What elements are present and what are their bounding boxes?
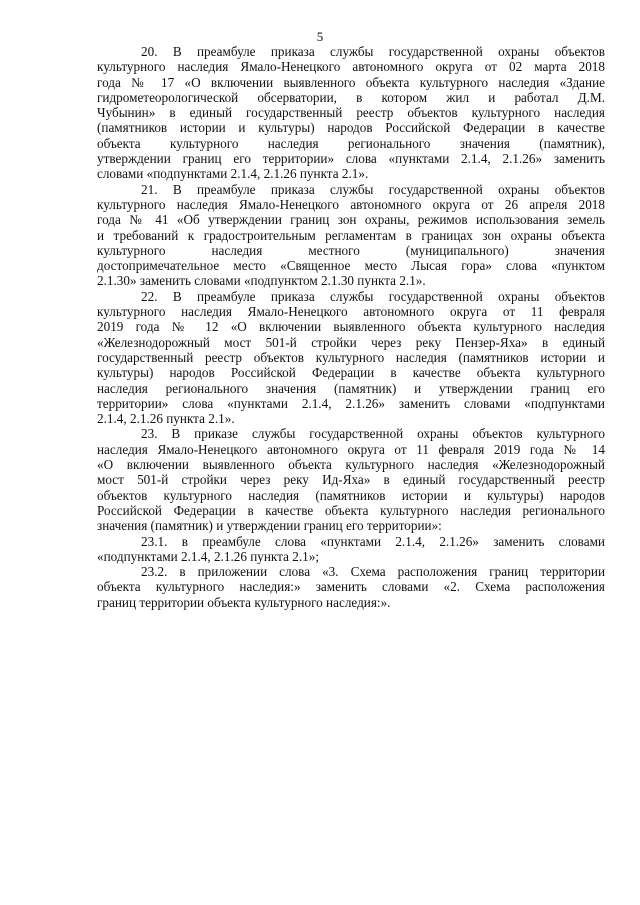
paragraph-line: словами «подпунктами 2.1.4, 2.1.26 пункта 2.1». (97, 166, 369, 182)
paragraph-21 (97, 182, 605, 289)
paragraph-line: значения (памятник) и утверждении границ его территории»: (97, 518, 442, 534)
paragraph-line: 2.1.4, 2.1.26 пункта 2.1». (97, 411, 235, 427)
paragraph-line: 23.1. в преамбуле слова «пунктами 2.1.4, 2.1.26» заменить словами (141, 533, 605, 549)
paragraph-line: культурного наследия местного (муниципального) значения (97, 242, 605, 258)
paragraph-line: 21. В преамбуле приказа службы государственной охраны объектов (141, 181, 605, 197)
paragraph-line: утверждении границ его территории» слова «пунктами 2.1.4, 2.1.26» заменить (97, 151, 605, 167)
paragraph-line: «Железнодорожный мост 501-й стройки через реку Пензер-Яха» в единый (97, 334, 605, 350)
paragraph-20 (97, 44, 605, 182)
paragraph-line: границ территории объекта культурного наследия:». (97, 594, 391, 610)
paragraph-line: государственный реестр объектов культурного наследия (памятников истории и (97, 349, 605, 365)
paragraph-line: Чубынин» в единый государственный реестр объектов культурного наследия (97, 105, 605, 121)
paragraph-line: 2019 года № 12 «О включении выявленного объекта культурного наследия (97, 319, 605, 335)
paragraph-line: наследия регионального значения (памятник) и утверждении границ его (97, 380, 605, 396)
paragraph-23-1 (97, 534, 605, 565)
paragraph-23 (97, 426, 605, 533)
paragraph-line: 23. В приказе службы государственной охраны объектов культурного (141, 426, 605, 442)
paragraph-line: 20. В преамбуле приказа службы государственной охраны объектов (141, 44, 605, 59)
paragraph-23-2 (97, 564, 605, 610)
paragraph-line: Российской Федерации в качестве объекта культурного наследия регионального (97, 502, 605, 518)
paragraph-line: наследия Ямало-Ненецкого автономного округа от 11 февраля 2019 года № 14 (97, 441, 605, 457)
page-number: 5 (316, 29, 324, 44)
paragraph-line: объектов культурного наследия (памятников истории и культуры) народов (97, 487, 605, 503)
paragraph-line: мост 501-й стройки через реку Ид-Яха» в единый государственный реестр (97, 472, 605, 488)
paragraph-line: культурного наследия Ямало-Ненецкого автономного округа от 26 апреля 2018 (97, 196, 605, 212)
paragraph-line: гидрометеорологической обсерватории, в котором жил и работал Д.М. (97, 89, 605, 105)
paragraph-line: (памятников истории и культуры) народов Российской Федерации в качестве (97, 120, 605, 136)
paragraph-line: «подпунктами 2.1.4, 2.1.26 пункта 2.1»; (97, 548, 319, 564)
paragraph-line: культуры) народов Российской Федерации в качестве объекта культурного (97, 365, 605, 381)
paragraph-line: культурного наследия Ямало-Ненецкого автономного округа от 02 марта 2018 (97, 59, 605, 75)
paragraph-line: объекта культурного наследия регионального значения (памятник), (97, 135, 605, 151)
paragraph-line: года № 41 «Об утверждении границ зон охраны, режимов использования земель (97, 212, 605, 228)
paragraph-line: объекта культурного наследия:» заменить словами «2. Схема расположения (97, 579, 605, 595)
paragraph-line: территории» слова «пунктами 2.1.4, 2.1.26» заменить словами «подпунктами (97, 395, 605, 411)
paragraph-line: года № 17 «О включении выявленного объекта культурного наследия «Здание (97, 74, 605, 90)
document-body (97, 44, 605, 610)
paragraph-line: культурного наследия Ямало-Ненецкого автономного округа от 11 февраля (97, 304, 605, 320)
paragraph-22 (97, 289, 605, 427)
paragraph-line: и требований к градостроительным регламентам в границах зон охраны объекта (97, 227, 605, 243)
paragraph-line: 22. В преамбуле приказа службы государственной охраны объектов (141, 288, 605, 304)
paragraph-line: «О включении выявленного объекта культурного наследия «Железнодорожный (97, 457, 605, 473)
paragraph-line: 2.1.30» заменить словами «подпунктом 2.1.30 пункта 2.1». (97, 273, 426, 289)
paragraph-line: достопримечательное место «Священное место Лысая гора» слова «пунктом (97, 258, 605, 274)
paragraph-line: 23.2. в приложении слова «3. Схема расположения границ территории (141, 564, 605, 580)
